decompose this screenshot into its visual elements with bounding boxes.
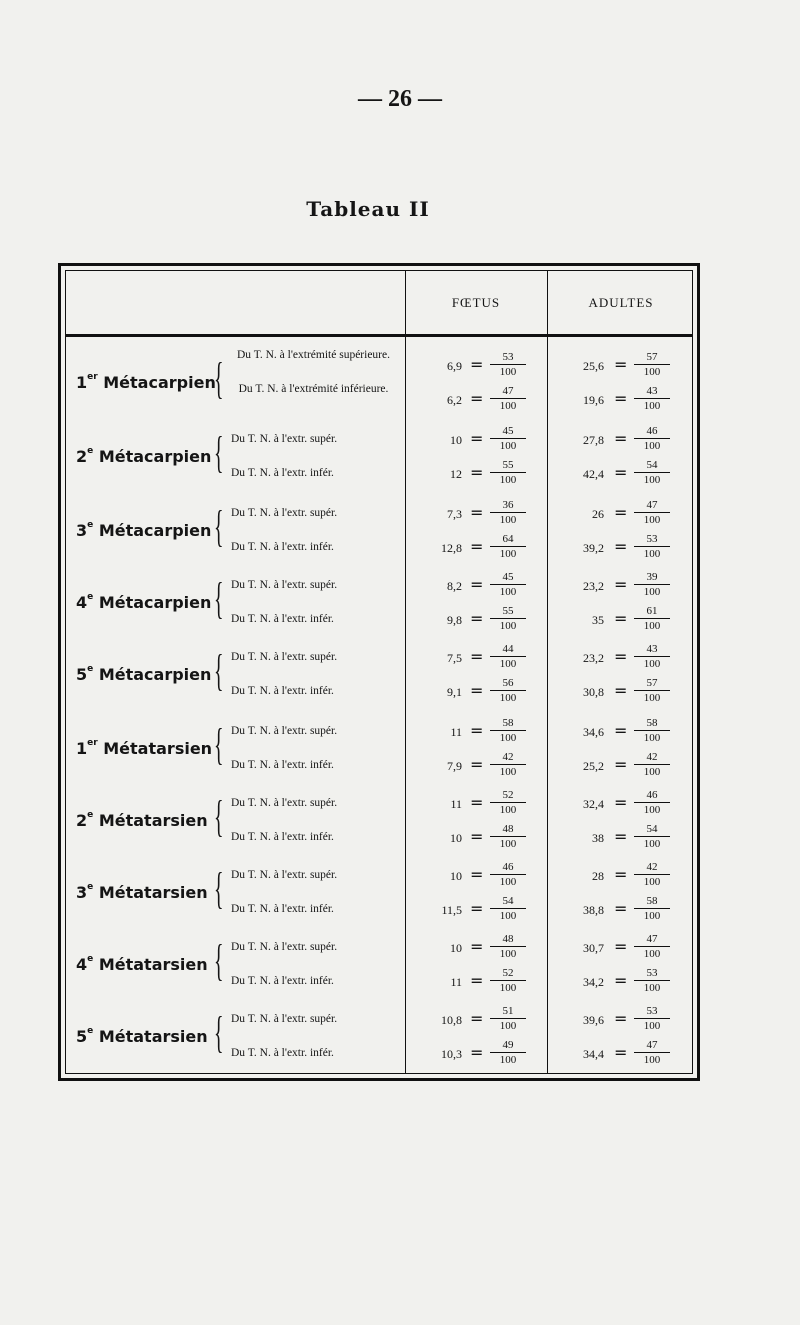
group-name: 2e Métacarpien [76, 446, 212, 466]
group-name: 2e Métatarsien [76, 810, 208, 830]
table-row [66, 675, 692, 709]
table-title: Tableau II [306, 197, 430, 221]
equals-sign: = [470, 355, 484, 374]
adulte-fraction [634, 933, 670, 960]
equals-sign: = [614, 609, 628, 628]
fraction-numerator: 48 [490, 933, 526, 947]
fraction-denominator: 100 [499, 876, 517, 888]
row-description: Du T. N. à l'extr. supér. [231, 1013, 338, 1025]
row-description: Du T. N. à l'extr. supér. [231, 651, 338, 663]
equals-sign: = [470, 389, 484, 408]
brace-icon: { [214, 864, 224, 913]
equals-sign: = [614, 937, 628, 956]
adulte-value: 26 [592, 507, 604, 521]
fraction-denominator: 100 [643, 440, 661, 452]
fraction-numerator: 53 [634, 1005, 670, 1019]
foetus-fraction [490, 823, 526, 850]
fraction-denominator: 100 [643, 910, 661, 922]
equals-sign: = [470, 971, 484, 990]
adulte-fraction [634, 861, 670, 888]
adulte-value: 34,2 [583, 975, 604, 989]
table-row [66, 497, 692, 531]
adulte-value: 30,7 [583, 941, 604, 955]
foetus-value: 10 [450, 831, 462, 845]
foetus-value: 10,3 [441, 1047, 462, 1061]
foetus-fraction [490, 425, 526, 452]
fraction-denominator: 100 [643, 400, 661, 412]
fraction-denominator: 100 [499, 658, 517, 670]
column-header-foetus: FŒTUS [451, 295, 501, 310]
foetus-value: 6,9 [447, 359, 462, 373]
equals-sign: = [470, 755, 484, 774]
fraction-denominator: 100 [499, 474, 517, 486]
fraction-denominator: 100 [643, 732, 661, 744]
adulte-value: 27,8 [583, 433, 604, 447]
fraction-denominator: 100 [499, 910, 517, 922]
equals-sign: = [614, 463, 628, 482]
foetus-fraction [490, 717, 526, 744]
table-row [66, 1037, 692, 1071]
group-name: 5e Métatarsien [76, 1026, 208, 1046]
fraction-numerator: 47 [490, 385, 526, 399]
foetus-fraction [490, 351, 526, 378]
equals-sign: = [470, 463, 484, 482]
equals-sign: = [470, 1009, 484, 1028]
foetus-value: 10 [450, 433, 462, 447]
fraction-numerator: 58 [490, 717, 526, 731]
adulte-value: 19,6 [583, 393, 604, 407]
adulte-value: 23,2 [583, 579, 604, 593]
adulte-value: 23,2 [583, 651, 604, 665]
brace-icon: { [214, 646, 224, 695]
group-name: 1er Métacarpien [76, 372, 216, 392]
adulte-fraction [634, 385, 670, 412]
equals-sign: = [470, 827, 484, 846]
foetus-fraction [490, 459, 526, 486]
equals-sign: = [614, 503, 628, 522]
fraction-denominator: 100 [499, 692, 517, 704]
equals-sign: = [470, 609, 484, 628]
fraction-numerator: 52 [490, 789, 526, 803]
fraction-numerator: 53 [634, 967, 670, 981]
adulte-value: 39,6 [583, 1013, 604, 1027]
equals-sign: = [470, 721, 484, 740]
equals-sign: = [614, 647, 628, 666]
fraction-numerator: 54 [634, 823, 670, 837]
fraction-denominator: 100 [499, 982, 517, 994]
table-row [66, 569, 692, 603]
fraction-denominator: 100 [643, 1020, 661, 1032]
fraction-denominator: 100 [643, 876, 661, 888]
adulte-fraction [634, 751, 670, 778]
table-group [66, 931, 692, 999]
table-row [66, 531, 692, 565]
table-row [66, 893, 692, 927]
row-description: Du T. N. à l'extrémité supérieure. [236, 349, 390, 361]
foetus-value: 11 [450, 725, 462, 739]
table-group [66, 787, 692, 855]
table-frame [58, 263, 700, 1081]
equals-sign: = [470, 429, 484, 448]
equals-sign: = [470, 647, 484, 666]
foetus-fraction [490, 385, 526, 412]
foetus-value: 12,8 [441, 541, 462, 555]
equals-sign: = [614, 355, 628, 374]
row-description: Du T. N. à l'extr. supér. [231, 869, 338, 881]
fraction-numerator: 58 [634, 717, 670, 731]
adulte-value: 30,8 [583, 685, 604, 699]
adulte-value: 39,2 [583, 541, 604, 555]
adulte-fraction [634, 1005, 670, 1032]
table-row [66, 749, 692, 783]
table-row [66, 787, 692, 821]
fraction-numerator: 47 [634, 499, 670, 513]
fraction-denominator: 100 [643, 982, 661, 994]
fraction-numerator: 61 [634, 605, 670, 619]
row-description: Du T. N. à l'extr. infér. [231, 975, 334, 987]
fraction-denominator: 100 [499, 804, 517, 816]
adulte-fraction [634, 425, 670, 452]
adulte-value: 38,8 [583, 903, 604, 917]
fraction-denominator: 100 [643, 620, 661, 632]
adulte-fraction [634, 717, 670, 744]
foetus-fraction [490, 751, 526, 778]
foetus-fraction [490, 643, 526, 670]
brace-icon: { [214, 428, 224, 477]
table-group [66, 641, 692, 709]
equals-sign: = [470, 575, 484, 594]
adulte-fraction [634, 499, 670, 526]
adulte-value: 42,4 [583, 467, 604, 481]
fraction-denominator: 100 [499, 1020, 517, 1032]
equals-sign: = [614, 971, 628, 990]
fraction-numerator: 55 [490, 605, 526, 619]
adulte-value: 25,6 [583, 359, 604, 373]
fraction-denominator: 100 [499, 1054, 517, 1066]
group-name: 3e Métatarsien [76, 882, 208, 902]
table-inner [65, 270, 693, 1074]
table-row [66, 931, 692, 965]
adulte-value: 34,6 [583, 725, 604, 739]
foetus-value: 6,2 [447, 393, 462, 407]
fraction-numerator: 49 [490, 1039, 526, 1053]
equals-sign: = [614, 793, 628, 812]
row-description: Du T. N. à l'extr. supér. [231, 579, 338, 591]
header-rule [66, 334, 692, 337]
equals-sign: = [614, 721, 628, 740]
fraction-numerator: 52 [490, 967, 526, 981]
fraction-denominator: 100 [643, 658, 661, 670]
fraction-denominator: 100 [499, 514, 517, 526]
brace-icon: { [214, 792, 224, 841]
equals-sign: = [614, 1009, 628, 1028]
foetus-value: 7,5 [447, 651, 462, 665]
foetus-fraction [490, 895, 526, 922]
fraction-numerator: 44 [490, 643, 526, 657]
fraction-denominator: 100 [643, 766, 661, 778]
fraction-numerator: 46 [490, 861, 526, 875]
foetus-value: 11 [450, 797, 462, 811]
table-group [66, 423, 692, 491]
group-name: 3e Métacarpien [76, 520, 212, 540]
table-row [66, 423, 692, 457]
table-group [66, 569, 692, 637]
fraction-denominator: 100 [643, 548, 661, 560]
foetus-value: 10,8 [441, 1013, 462, 1027]
row-description: Du T. N. à l'extr. supér. [231, 433, 338, 445]
equals-sign: = [614, 1043, 628, 1062]
row-description: Du T. N. à l'extrémité inférieure. [238, 383, 389, 395]
fraction-numerator: 45 [490, 571, 526, 585]
equals-sign: = [614, 899, 628, 918]
foetus-value: 7,9 [447, 759, 462, 773]
foetus-fraction [490, 605, 526, 632]
fraction-numerator: 53 [634, 533, 670, 547]
adulte-fraction [634, 351, 670, 378]
fraction-denominator: 100 [499, 366, 517, 378]
fraction-denominator: 100 [643, 838, 661, 850]
foetus-value: 9,1 [447, 685, 462, 699]
table-row [66, 641, 692, 675]
brace-icon: { [214, 502, 224, 551]
fraction-denominator: 100 [499, 766, 517, 778]
fraction-numerator: 54 [490, 895, 526, 909]
fraction-numerator: 53 [490, 351, 526, 365]
row-description: Du T. N. à l'extr. supér. [231, 507, 338, 519]
fraction-denominator: 100 [499, 948, 517, 960]
equals-sign: = [470, 1043, 484, 1062]
foetus-value: 11,5 [441, 903, 462, 917]
fraction-numerator: 47 [634, 1039, 670, 1053]
page-number: — 26 — [358, 86, 442, 112]
fraction-denominator: 100 [499, 732, 517, 744]
adulte-value: 25,2 [583, 759, 604, 773]
row-description: Du T. N. à l'extr. infér. [231, 831, 334, 843]
adulte-fraction [634, 1039, 670, 1066]
brace-icon: { [214, 720, 224, 769]
fraction-denominator: 100 [499, 620, 517, 632]
foetus-fraction [490, 1005, 526, 1032]
table-row [66, 603, 692, 637]
foetus-fraction [490, 1039, 526, 1066]
row-description: Du T. N. à l'extr. infér. [231, 613, 334, 625]
equals-sign: = [470, 899, 484, 918]
group-name: 5e Métacarpien [76, 664, 212, 684]
fraction-numerator: 39 [634, 571, 670, 585]
fraction-denominator: 100 [499, 548, 517, 560]
brace-icon: { [214, 354, 224, 403]
fraction-numerator: 64 [490, 533, 526, 547]
table-row [66, 715, 692, 749]
fraction-denominator: 100 [643, 948, 661, 960]
adulte-value: 28 [592, 869, 604, 883]
equals-sign: = [470, 793, 484, 812]
fraction-denominator: 100 [499, 838, 517, 850]
row-description: Du T. N. à l'extr. supér. [231, 725, 338, 737]
foetus-fraction [490, 789, 526, 816]
adulte-fraction [634, 459, 670, 486]
foetus-fraction [490, 499, 526, 526]
row-description: Du T. N. à l'extr. infér. [231, 467, 334, 479]
adulte-fraction [634, 823, 670, 850]
brace-icon: { [214, 1008, 224, 1057]
table-group [66, 859, 692, 927]
equals-sign: = [614, 537, 628, 556]
row-description: Du T. N. à l'extr. infér. [231, 759, 334, 771]
foetus-value: 10 [450, 869, 462, 883]
fraction-denominator: 100 [499, 400, 517, 412]
equals-sign: = [614, 389, 628, 408]
row-description: Du T. N. à l'extr. supér. [231, 797, 338, 809]
foetus-value: 9,8 [447, 613, 462, 627]
equals-sign: = [470, 537, 484, 556]
foetus-fraction [490, 861, 526, 888]
table-row [66, 349, 692, 383]
fraction-numerator: 57 [634, 351, 670, 365]
table-group [66, 715, 692, 783]
equals-sign: = [470, 937, 484, 956]
table-group [66, 497, 692, 565]
brace-icon: { [214, 936, 224, 985]
row-description: Du T. N. à l'extr. infér. [231, 685, 334, 697]
equals-sign: = [470, 681, 484, 700]
foetus-value: 10 [450, 941, 462, 955]
adulte-fraction [634, 677, 670, 704]
adulte-value: 34,4 [583, 1047, 604, 1061]
equals-sign: = [614, 827, 628, 846]
table-row [66, 965, 692, 999]
fraction-denominator: 100 [643, 474, 661, 486]
fraction-numerator: 55 [490, 459, 526, 473]
row-description: Du T. N. à l'extr. supér. [231, 941, 338, 953]
fraction-numerator: 36 [490, 499, 526, 513]
fraction-denominator: 100 [643, 804, 661, 816]
fraction-numerator: 58 [634, 895, 670, 909]
table-row [66, 1003, 692, 1037]
adulte-fraction [634, 789, 670, 816]
adulte-fraction [634, 605, 670, 632]
adulte-fraction [634, 571, 670, 598]
equals-sign: = [614, 575, 628, 594]
fraction-numerator: 57 [634, 677, 670, 691]
foetus-fraction [490, 533, 526, 560]
equals-sign: = [614, 429, 628, 448]
equals-sign: = [614, 681, 628, 700]
table-row [66, 821, 692, 855]
fraction-denominator: 100 [643, 692, 661, 704]
adulte-value: 38 [592, 831, 604, 845]
adulte-fraction [634, 895, 670, 922]
fraction-denominator: 100 [499, 586, 517, 598]
fraction-denominator: 100 [499, 440, 517, 452]
group-name: 1er Métatarsien [76, 738, 213, 758]
row-description: Du T. N. à l'extr. infér. [231, 541, 334, 553]
column-header-adultes: ADULTES [588, 295, 654, 310]
fraction-numerator: 46 [634, 425, 670, 439]
table-row [66, 383, 692, 417]
adulte-value: 35 [592, 613, 604, 627]
foetus-fraction [490, 933, 526, 960]
table-group [66, 1003, 692, 1071]
foetus-fraction [490, 571, 526, 598]
adulte-fraction [634, 643, 670, 670]
fraction-denominator: 100 [643, 586, 661, 598]
fraction-denominator: 100 [643, 1054, 661, 1066]
fraction-numerator: 42 [490, 751, 526, 765]
fraction-numerator: 42 [634, 861, 670, 875]
group-name: 4e Métacarpien [76, 592, 212, 612]
fraction-numerator: 48 [490, 823, 526, 837]
fraction-denominator: 100 [643, 514, 661, 526]
brace-icon: { [214, 574, 224, 623]
fraction-numerator: 56 [490, 677, 526, 691]
fraction-numerator: 42 [634, 751, 670, 765]
fraction-numerator: 46 [634, 789, 670, 803]
adulte-fraction [634, 533, 670, 560]
fraction-denominator: 100 [643, 366, 661, 378]
fraction-numerator: 43 [634, 385, 670, 399]
foetus-value: 7,3 [447, 507, 462, 521]
fraction-numerator: 51 [490, 1005, 526, 1019]
foetus-value: 11 [450, 975, 462, 989]
fraction-numerator: 47 [634, 933, 670, 947]
foetus-value: 12 [450, 467, 462, 481]
row-description: Du T. N. à l'extr. infér. [231, 903, 334, 915]
fraction-numerator: 43 [634, 643, 670, 657]
equals-sign: = [470, 503, 484, 522]
foetus-fraction [490, 967, 526, 994]
equals-sign: = [614, 865, 628, 884]
adulte-value: 32,4 [583, 797, 604, 811]
foetus-value: 8,2 [447, 579, 462, 593]
equals-sign: = [470, 865, 484, 884]
foetus-fraction [490, 677, 526, 704]
table-row [66, 457, 692, 491]
adulte-fraction [634, 967, 670, 994]
group-name: 4e Métatarsien [76, 954, 208, 974]
equals-sign: = [614, 755, 628, 774]
table-row [66, 859, 692, 893]
row-description: Du T. N. à l'extr. infér. [231, 1047, 334, 1059]
fraction-numerator: 54 [634, 459, 670, 473]
fraction-numerator: 45 [490, 425, 526, 439]
table-group [66, 349, 692, 417]
